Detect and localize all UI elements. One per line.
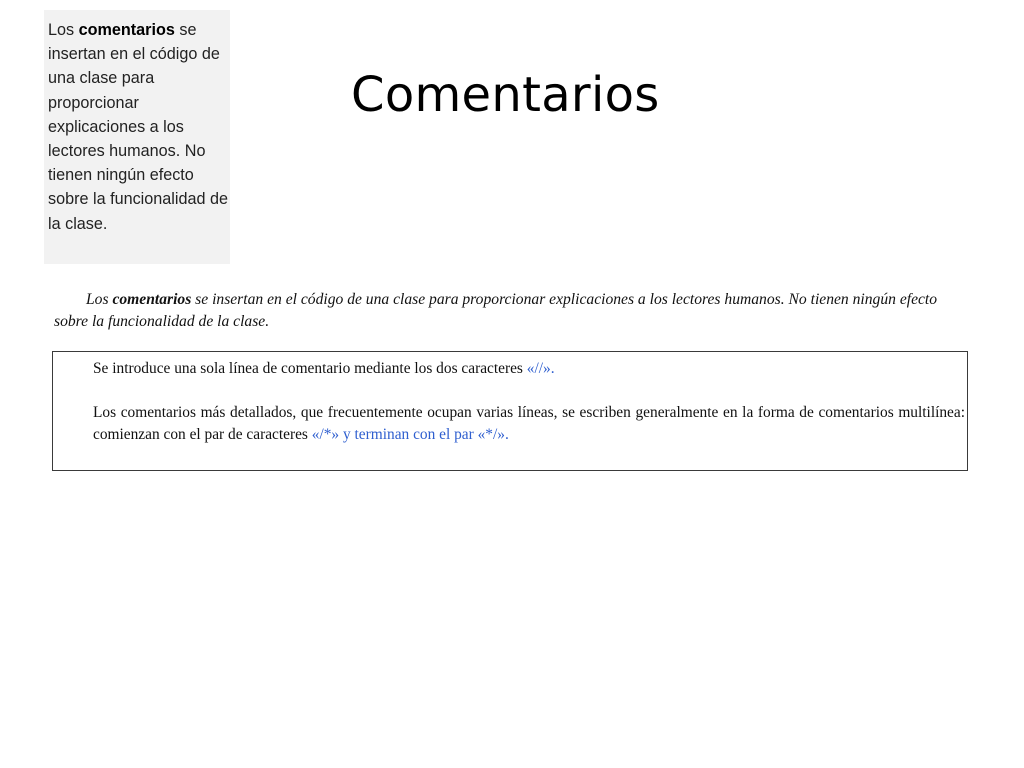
single-line-comment-paragraph xyxy=(93,358,965,380)
intro-paragraph xyxy=(54,289,970,333)
side-note-text xyxy=(48,18,230,236)
side-note-bold-term: comentarios xyxy=(78,21,175,39)
side-note-suffix: se insertan en el código de una clase para proporcionar explicaciones a los lectores humanos. No tienen ningún efecto sobre la funcionalidad de la clase. xyxy=(48,21,228,233)
multi-line-comment-paragraph xyxy=(93,402,965,446)
multi-line-text: Los comentarios más detallados, que frecuentemente ocupan varias líneas, se escriben generalmente en la forma de comentarios multilínea: comienzan con el par de caracteres xyxy=(93,404,965,443)
comment-syntax-box xyxy=(52,351,968,471)
intro-bold-term: comentarios xyxy=(112,291,192,308)
page-title: Comentarios xyxy=(351,67,660,123)
side-note-prefix: Los xyxy=(48,21,79,39)
single-line-text: Se introduce una sola línea de comentario mediante los dos caracteres xyxy=(93,360,527,377)
intro-suffix: se insertan en el código de una clase para proporcionar explicaciones a los lectores humanos. No tienen ningún efecto sobre la funcionalidad de la clase. xyxy=(54,291,938,330)
side-note-box xyxy=(44,10,230,264)
intro-prefix: Los xyxy=(86,291,113,308)
multi-line-symbols: «/*» y terminan con el par «*/». xyxy=(311,426,509,443)
single-line-symbol: «//». xyxy=(526,360,555,377)
